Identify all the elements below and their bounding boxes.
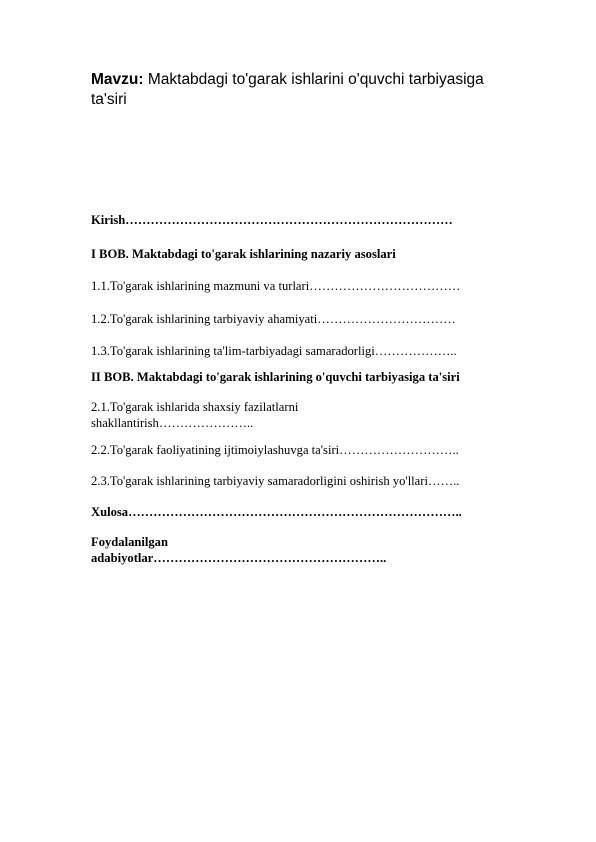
toc-intro: Kirish…………………………………………………………………… bbox=[91, 213, 453, 227]
document-title bbox=[91, 70, 491, 110]
toc-references: Foydalanilgan adabiyotlar……………………………………………….. bbox=[91, 535, 387, 565]
toc-section-2-2: 2.2.To'garak faoliyatining ijtimoiylashuvga ta'siri……………………….. bbox=[91, 443, 459, 457]
toc-chapter-1: I BOB. Maktabdagi to'garak ishlarining nazariy asoslari bbox=[91, 247, 396, 261]
toc-section-1-2: 1.2.To'garak ishlarining tarbiyaviy ahamiyati…………………………… bbox=[91, 312, 456, 326]
toc-section-1-1: 1.1.To'garak ishlarining mazmuni va turlari……………………………… bbox=[91, 279, 461, 293]
toc-section-2-1: 2.1.To'garak ishlarida shaxsiy fazilatlarni shakllantirish………………….. bbox=[91, 400, 299, 430]
toc-conclusion: Xulosa…………………………………………………………………….. bbox=[91, 505, 462, 519]
topic-label: Mavzu: bbox=[91, 71, 144, 88]
toc-section-1-3: 1.3.To'garak ishlarining ta'lim-tarbiyadagi samaradorligi……………….. bbox=[91, 344, 457, 358]
toc-section-2-3: 2.3.To'garak ishlarining tarbiyaviy samaradorligini oshirish yo'llari…….. bbox=[91, 474, 460, 488]
topic-text: Maktabdagi to'garak ishlarini o'quvchi tarbiyasiga ta'siri bbox=[91, 71, 484, 108]
toc-chapter-2: II BOB. Maktabdagi to'garak ishlarining o'quvchi tarbiyasiga ta'siri bbox=[91, 370, 460, 384]
